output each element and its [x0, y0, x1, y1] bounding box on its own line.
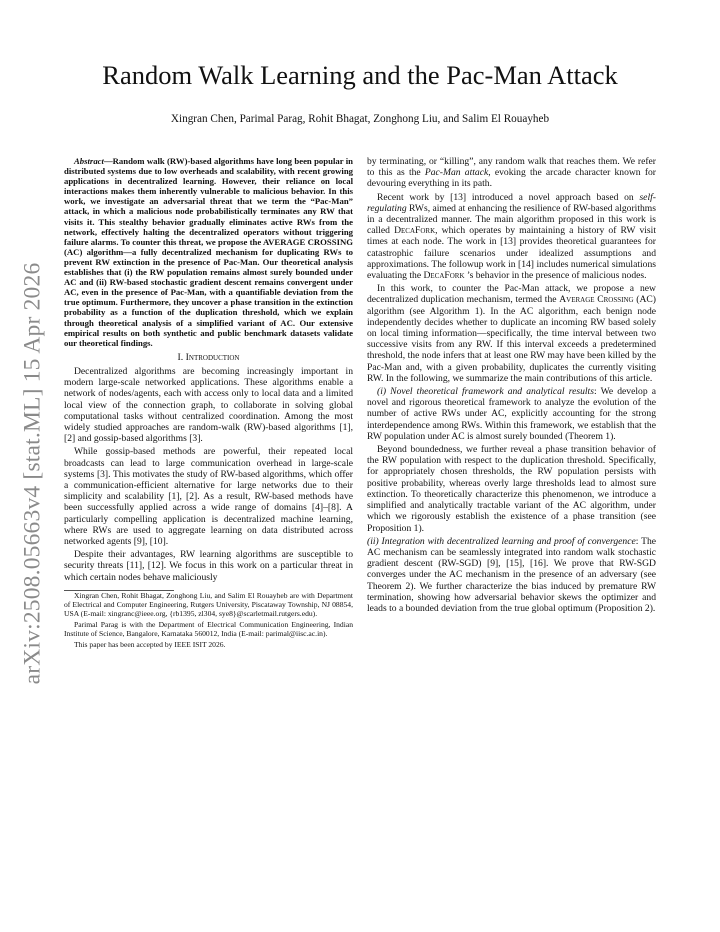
pacman-attack-term: Pac-Man attack: [424, 167, 489, 179]
left-column: [64, 156, 353, 651]
decafork-term-2: DecaFork: [423, 270, 465, 282]
right-paragraph-5: Beyond boundedness, we further reveal a phase transition behavior of the RW population with respect to the duplication threshold. Specifically, for appropriately chosen thresholds, the RW population persists with positive probability, whereas overly large thresholds lead to almost sure extinction. To theoretically characterize this phenomenon, we introduce a simplified and analytically tractable variant of the AC algorithm, under which we rigorously establish the existence of a phase transition (see Proposition 1).: [367, 444, 656, 534]
section-heading-introduction: I. Introduction: [177, 351, 240, 363]
footnote-affiliation-rutgers: Xingran Chen, Rohit Bhagat, Zonghong Liu, and Salim El Rouayheb are with Department of Electrical and Computer Engineering, Rutgers University, Piscataway Township, NJ 08854, USA (E-mail: xingranc@ieee.org, {rb1395, zl304, sye8}@scarletmail.rutgers.edu).: [64, 590, 353, 618]
right-paragraph-1: by terminating, or “killing”, any random walk that reaches them. We refer to this as the Pac-Man attack, evoking the arcade character known for devouring everything in its path.: [367, 156, 657, 190]
intro-paragraph-3: Despite their advantages, RW learning algorithms are susceptible to security threats [11], [12]. We focus in this work on a particular threat in which certain nodes behave maliciously: [64, 549, 353, 583]
right-paragraph-2: Recent work by [13] introduced a novel approach based on self-regulating RWs, aimed at enhancing the resilience of RW-based algorithms in a decentralized manner. The main algorithm proposed in this work is called DecaFork, which operates by maintaining a history of RW visit times at each node. The work in [13] provides theoretical guarantees for catastrophic failure scenarios under idealized assumptions and approximations. The followup work in [14] includes numerical simulations evaluating the DecaFork ’s behavior in the presence of malicious nodes.: [367, 191, 656, 282]
contribution-1: (i) Novel theoretical framework and analytical results: We develop a novel and rigorous theoretical framework to analyze the evolution of the number of active RWs under AC, explicitly accounting for the strong interdependence among RWs. Within this framework, we establish that the RW population under AC is almost surely bounded (Theorem 1).: [367, 386, 656, 442]
decafork-term: DecaFork: [394, 225, 436, 237]
arxiv-id-text: arXiv:2508.05663v4 [stat.ML] 15 Apr 2026: [19, 262, 46, 684]
self-regulating-term: self-regulating: [367, 191, 656, 214]
intro-paragraph-2: While gossip-based methods are powerful, their repeated local broadcasts can lead to large communication overhead in large-scale systems [3]. This motivates the study of RW-based algorithms, which offer a communication-efficient alternative for large networks due to their simplicity and scalability [1], [2]. As a result, RW-based methods have been successfully applied across a wide range of domains [4]–[8]. A particularly compelling application is decentralized machine learning, where RWs are used to aggregate learning on data distributed across networked agents [9], [10].: [64, 446, 353, 548]
abstract: [64, 156, 353, 348]
abstract-text: —Random walk (RW)-based algorithms have long been popular in distributed systems due to low overheads and scalability, with recent growing applications in decentralized learning. However, their reliance on local interactions makes them inherently vulnerable to malicious behavior. In this work, we investigate an adversarial threat that we term the “Pac-Man” attack, in which a malicious node probabilistically terminates any RW that visits it. This stealthy behavior gradually eliminates active RWs from the network, effectively halting the decentralized operators without triggering failure alarms. To counter this threat, we propose the AVERAGE CROSSING (AC) algorithm—a fully decentralized mechanism for duplicating RWs to prevent RW extinction in the presence of Pac-Man. Our theoretical analysis establishes that (i) the RW population remains almost surely bounded under AC and (ii) RW-based stochastic gradient descent remains convergent under AC, even in the presence of Pac-Man, with a quantifiable deviation from the true optimum. Furthermore, they uncover a phase transition in the extinction probability as a function of the duplication threshold, which we explain through theoretical analysis of a simplified variant of AC. Our extensive empirical results on both synthetic and public benchmark datasets validate our theoretical findings.: [64, 156, 353, 348]
acceptance-note: This paper has been accepted by IEEE ISIT 2026.: [74, 639, 226, 649]
author-list: Xingran Chen, Parimal Parag, Rohit Bhagat, Zonghong Liu, and Salim El Rouayheb: [170, 113, 550, 125]
footnote-affiliation-iisc: Parimal Parag is with the Department of Electrical Communication Engineering, Indian Institute of Science, Bangalore, Karnataka 560012, India (E-mail: parimal@iisc.ac.in).: [64, 619, 353, 638]
arxiv-watermark: [9, 238, 57, 708]
contribution-2: (ii) Integration with decentralized learning and proof of convergence: The AC mechanism can be seamlessly integrated into random walk stochastic gradient descent (RW-SGD) [9], [15], [16]. We prove that RW-SGD converges under the AC mechanism in the presence of an adversary (see Theorem 2). We further characterize the bias induced by premature RW termination, showing how adversarial behavior skews the optimizer and leads to a bounded deviation from the true global optimum (Proposition 2).: [367, 535, 656, 614]
intro-paragraph-1: Decentralized algorithms are becoming increasingly important in modern large-scale networked applications. These algorithms enable a network of nodes/agents, each with access only to local data and a limited local view of the connection graph, to collaborate in solving global computational tasks without centralized coordination. Among the most widely studied approaches are random-walk (RW)-based algorithms [1], [2] and gossip-based algorithms [3].: [64, 365, 353, 445]
right-paragraph-3: In this work, to counter the Pac-Man attack, we propose a new decentralized duplication mechanism, termed the Average Crossing (AC) algorithm (see Algorithm 1). In the AC algorithm, each benign node independently decides whether to duplicate an incoming RW based solely on local timing information—specifically, the time interval between two successive visits from any RW. If this interval exceeds a predetermined threshold, the node infers that at least one RW may have been killed by the Pac-Man and, with a given probability, duplicates the currently visiting RW. In the following, we summarize the main contributions of this article.: [367, 283, 656, 384]
paper-title: Random Walk Learning and the Pac-Man Attack: [102, 60, 618, 90]
abstract-label: Abstract: [74, 156, 104, 166]
footnotes: [64, 591, 353, 649]
contribution-2-label: (ii) Integration with decentralized learning and proof of convergence: [367, 535, 636, 547]
average-crossing-term: Average Crossing: [559, 294, 634, 306]
right-column: [367, 156, 656, 616]
contribution-1-label: (i) Novel theoretical framework and analytical results: [377, 386, 594, 398]
